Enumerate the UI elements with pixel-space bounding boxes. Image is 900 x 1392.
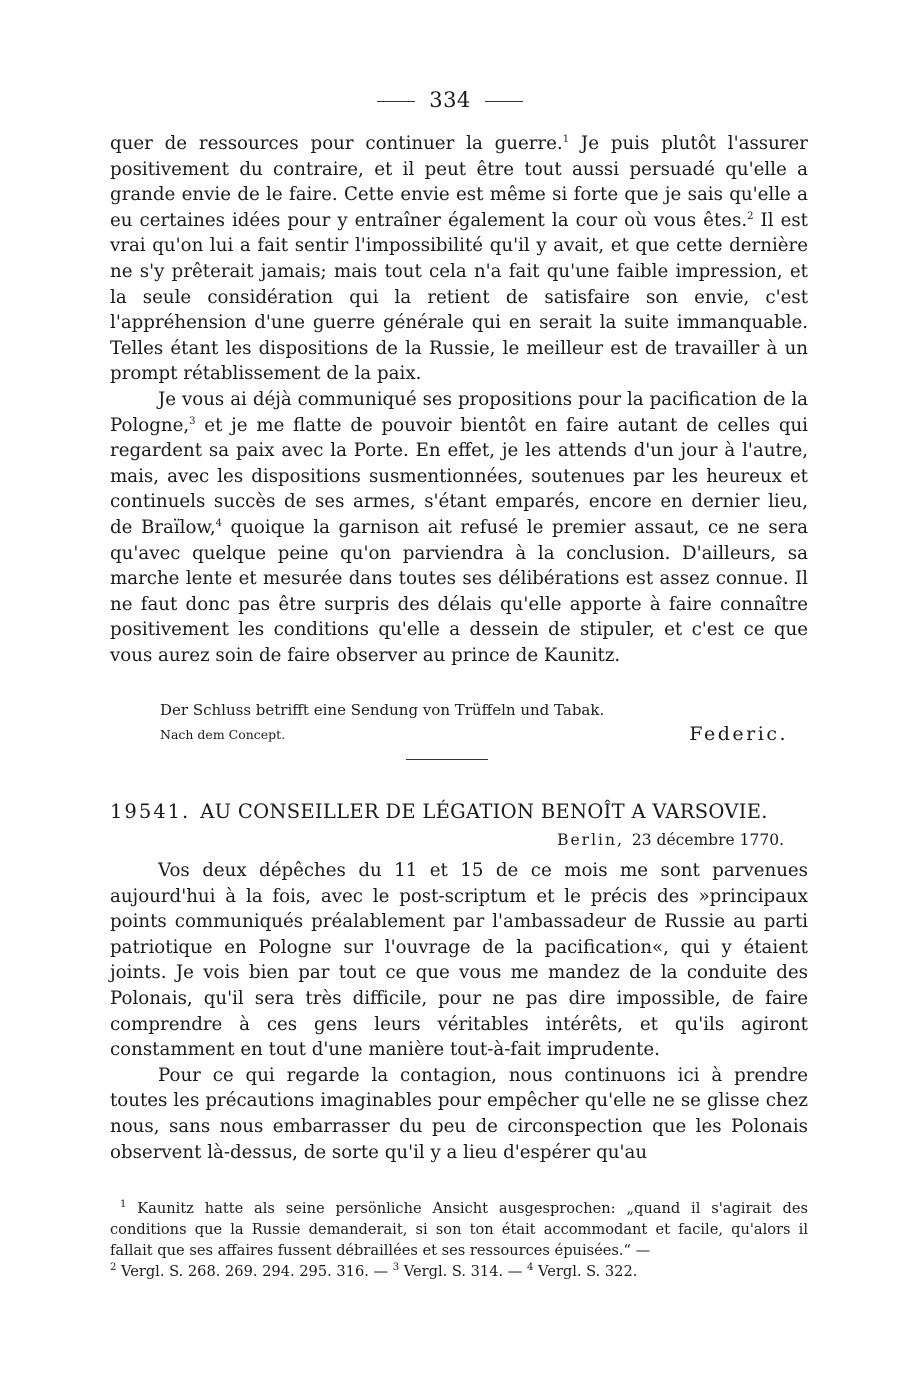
addressee-title: AU CONSEILLER DE LÉGATION BENOÎT A VARSOVIE. — [200, 800, 768, 823]
footnote-1-marker: 1 — [120, 1199, 127, 1211]
footnote-1: $^1$ Kaunitz hatte als seine persönliche Ansicht ausgesprochen: „quand il s'agirait des conditions que la Russie demanderait, si son ton était accommodant et facile, qu'alors il fallait que ses affaires fussent débraillées et ses ressources épuisées.“ — — [110, 1199, 808, 1259]
letter-2-heading — [110, 800, 810, 823]
footnote-4: Vergl. S. 322. — [538, 1263, 638, 1280]
footnote-2-marker: 2 — [110, 1262, 117, 1274]
document-number: 19541. — [110, 800, 191, 823]
source-note: Nach dem Concept. — [160, 727, 286, 742]
letter-2-paragraph-1: Vos deux dépêches du 11 et 15 de ce mois me sont parvenues aujourd'hui à la fois, avec le post-scriptum et le précis des »principaux points communiqués préalablement par l'ambassadeur de Russie au parti patriotique en Pologne sur l'ouvrage de la pacification«, qui y étaient joints. Je vois bien par tout ce que vous me mandez de la conduite des Polonais, qu'il sera très difficile, pour ne pas dire impossible, de faire comprendre à ces gens leurs véritables intérêts, et qu'ils agiront constamment en tout d'une manière tout-à-fait imprudente. — [110, 860, 808, 1061]
footnote-2: Vergl. S. 268. 269. 294. 295. 316. — — [121, 1263, 389, 1280]
letter-2-paragraph-2: Pour ce qui regarde la contagion, nous continuons ici à prendre toutes les précautions imaginables pour empêcher qu'elle ne se glisse chez nous, sans nous embarrasser du peu de circonspection que les Polonais observent là-dessus, de sorte qu'il y a lieu d'espérer qu'au — [110, 1064, 808, 1163]
letter-1-paragraph-2: Je vous ai déjà communiqué ses propositions pour la pacification de la Pologne,$^3$ et je me flatte de pouvoir bientôt en faire autant de celles qui regardent sa paix avec la Porte. En effet, je les attends d'un jour à l'autre, mais, avec les dispositions susmentionnées, soutenues par les heureux et continuels succès de ses armes, s'étant emparés, encore en dernier lieu, de Braïlow,$^4$ quoique la garnison ait refusé le premier assaut, ce ne sera qu'avec quelque peine qu'on parviendra à la conclusion. D'ailleurs, sa marche lente et mesurée dans toutes ses délibérations est assez connue. Il ne faut donc pas être surpris des délais qu'elle apporte à faire connaître positivement les conditions qu'elle a dessein de stipuler, et c'est ce que vous aurez soin de faire observer au prince de Kaunitz. — [110, 388, 808, 666]
header-rule-right — [485, 101, 523, 102]
dateline — [557, 831, 784, 849]
footnote-4-marker: 4 — [527, 1262, 534, 1274]
header-rule-left — [377, 101, 415, 102]
footnotes — [110, 1198, 808, 1282]
footnote-ref-1: 1 — [562, 133, 570, 145]
footnote-3: Vergl. S. 314. — — [403, 1263, 523, 1280]
page-number: 334 — [429, 88, 471, 112]
footnote-ref-4: 4 — [215, 517, 223, 529]
closing-note: Der Schluss betrifft eine Sendung von Trüffeln und Tabak. — [160, 701, 605, 719]
page-header — [0, 88, 900, 112]
footnote-3-marker: 3 — [392, 1262, 400, 1274]
section-separator — [406, 759, 488, 760]
footnote-ref-3: 3 — [189, 415, 196, 427]
letter-1-body — [110, 131, 808, 668]
signature: Federic. — [689, 723, 788, 745]
dateline-place: Berlin, — [557, 831, 624, 849]
footnotes-2-4 — [110, 1261, 808, 1282]
footnote-ref-2: 2 — [747, 210, 754, 222]
letter-1-paragraph-1: quer de ressources pour continuer la guerre.$^1$ Je puis plutôt l'assurer positivement du contraire, et il peut être tout aussi persuadé qu'elle a grande envie de le faire. Cette envie est même si forte que je sais qu'elle a eu certaines idées pour y entraîner également la cour où vous êtes.$^2$ Il est vrai qu'on lui a fait sentir l'impossibilité qu'il y avait, et que cette dernière ne s'y prêterait jamais; mais tout cela n'a fait qu'une faible impression, et la seule considération qui la retient de satisfaire son envie, c'est l'appréhension d'une guerre générale qui en serait la suite immanquable. Telles étant les dispositions de la Russie, le meilleur est de travailler à un prompt rétablissement de la paix. — [110, 133, 808, 385]
letter-2-body — [110, 858, 808, 1165]
dateline-date: 23 décembre 1770. — [631, 831, 784, 849]
